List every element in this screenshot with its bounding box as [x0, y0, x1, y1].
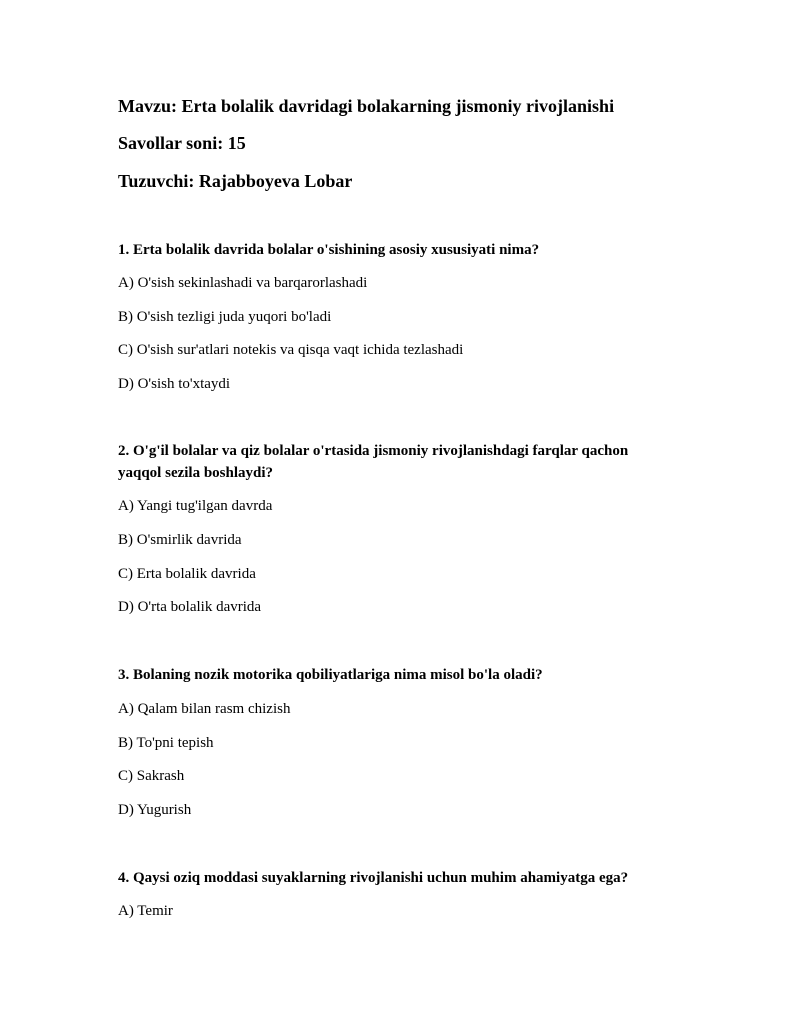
option-text: D) O'sish to'xtaydi: [118, 376, 231, 392]
question-1: [118, 239, 678, 261]
option-text: D) Yugurish: [118, 802, 192, 818]
question-4-option-a: [118, 904, 678, 919]
question-1-text: 1. Erta bolalik davrida bolalar o'sishining asosiy xususiyati nima?: [118, 242, 540, 258]
question-2-option-b: [118, 533, 678, 548]
option-text: C) Erta bolalik davrida: [118, 566, 256, 582]
question-1-option-a: [118, 276, 678, 291]
option-text: B) O'smirlik davrida: [118, 532, 242, 548]
question-1-option-d: [118, 377, 678, 392]
option-text: A) Yangi tug'ilgan davrda: [118, 498, 273, 514]
option-text: B) O'sish tezligi juda yuqori bo'ladi: [118, 309, 332, 325]
option-text: C) O'sish sur'atlari notekis va qisqa vaqt ichida tezlashadi: [118, 342, 464, 358]
question-1-option-c: [118, 343, 678, 358]
question-3-option-b: [118, 736, 678, 751]
question-3: [118, 664, 678, 686]
question-2-text: 2. O'g'il bolalar va qiz bolalar o'rtasida jismoniy rivojlanishdagi farqlar qachon yaqqol sezila boshlaydi?: [118, 443, 629, 481]
question-3-option-c: [118, 769, 678, 784]
option-text: A) O'sish sekinlashadi va barqarorlashadi: [118, 275, 368, 291]
question-3-option-d: [118, 803, 678, 818]
question-3-option-a: [118, 702, 678, 717]
question-2-option-a: [118, 499, 678, 514]
option-text: D) O'rta bolalik davrida: [118, 599, 262, 615]
question-4: [118, 867, 718, 889]
question-count-heading: Savollar soni: 15: [118, 133, 246, 153]
question-4-text: 4. Qaysi oziq moddasi suyaklarning rivojlanishi uchun muhim ahamiyatga ega?: [118, 870, 629, 886]
question-3-text: 3. Bolaning nozik motorika qobiliyatlariga nima misol bo'la oladi?: [118, 667, 543, 683]
question-2: [118, 440, 663, 484]
question-2-option-d: [118, 600, 678, 615]
option-text: A) Temir: [118, 903, 173, 919]
topic-heading: Mavzu: Erta bolalik davridagi bolakarning jismoniy rivojlanishi: [118, 96, 615, 116]
option-text: C) Sakrash: [118, 768, 185, 784]
author-heading: Tuzuvchi: Rajabboyeva Lobar: [118, 171, 353, 191]
question-1-option-b: [118, 310, 678, 325]
option-text: A) Qalam bilan rasm chizish: [118, 701, 291, 717]
option-text: B) To'pni tepish: [118, 735, 214, 751]
question-2-option-c: [118, 567, 678, 582]
